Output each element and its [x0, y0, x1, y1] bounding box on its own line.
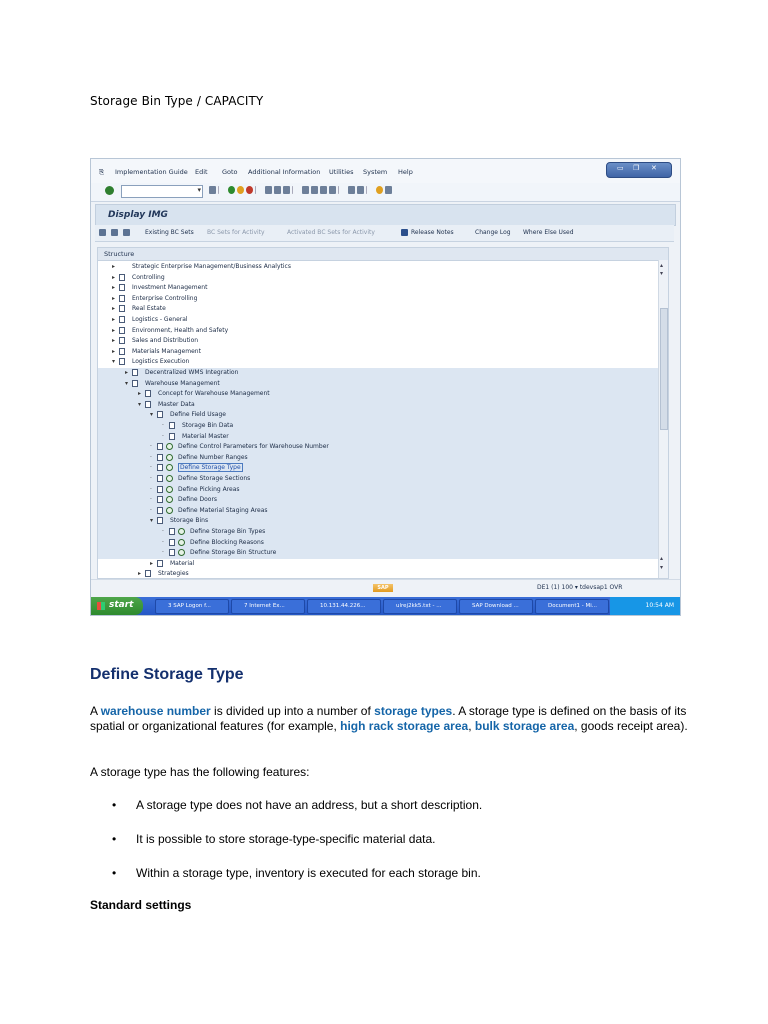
change-log-button[interactable]: Change Log	[475, 229, 511, 236]
clock: 10:54 AM	[645, 602, 674, 609]
expand-icon[interactable]: ▸	[112, 347, 116, 355]
enter-icon[interactable]	[105, 186, 114, 195]
expand-icon[interactable]: ▸	[138, 570, 142, 578]
tree-node-label[interactable]: Define Field Usage	[170, 411, 226, 419]
overview-icon[interactable]	[111, 229, 118, 236]
system-tray	[610, 597, 680, 615]
tree-node-label[interactable]: Master Data	[158, 400, 195, 408]
document-icon[interactable]	[119, 284, 125, 291]
windows-flag-icon	[97, 602, 105, 610]
collapse-icon[interactable]: ▾	[150, 517, 154, 525]
standard-settings-heading: Standard settings	[90, 898, 192, 912]
back-icon[interactable]	[228, 186, 235, 194]
restore-icon[interactable]: ❐	[633, 164, 640, 172]
tree-node[interactable]	[98, 294, 658, 305]
expand-icon[interactable]: ▸	[125, 369, 129, 376]
tree-node[interactable]	[98, 485, 658, 496]
taskbar-item[interactable]: ulrej2kk5.txt - ...	[383, 599, 457, 614]
separator	[255, 186, 256, 194]
bc-sets-for-activity-button[interactable]: BC Sets for Activity	[207, 229, 265, 236]
scroll-thumb[interactable]	[660, 308, 668, 430]
expand-icon[interactable]: ·	[162, 422, 164, 429]
tree-node[interactable]	[98, 527, 658, 538]
taskbar-item[interactable]: Document1 - Mi...	[535, 599, 609, 614]
tree-node-label[interactable]: Define Storage Bin Structure	[190, 549, 277, 557]
bullet-marker: •	[112, 832, 117, 846]
tree-node[interactable]	[98, 495, 658, 506]
find-icon[interactable]	[274, 186, 281, 194]
document-icon[interactable]	[157, 411, 163, 418]
close-icon[interactable]: ✕	[651, 164, 657, 172]
vertical-scrollbar[interactable]	[658, 260, 668, 578]
document-icon[interactable]	[119, 358, 125, 365]
document-icon[interactable]	[157, 443, 163, 450]
tree-node[interactable]	[98, 326, 658, 337]
tree-node-label[interactable]: Strategic Enterprise Management/Business Analytics	[132, 263, 291, 270]
existing-bc-sets-button[interactable]: Existing BC Sets	[145, 229, 194, 236]
new-session-icon[interactable]	[348, 186, 355, 194]
expand-icon[interactable]: ▸	[112, 294, 116, 302]
save-icon[interactable]	[209, 186, 216, 194]
scroll-up-icon[interactable]: ▴	[660, 555, 664, 562]
taskbar-item[interactable]: 7 Internet Ex...	[231, 599, 305, 614]
tree-node[interactable]	[98, 516, 658, 527]
expand-icon[interactable]: ▸	[112, 273, 116, 281]
scroll-down-icon[interactable]: ▾	[660, 564, 664, 571]
scroll-up-icon[interactable]: ▴	[660, 262, 664, 269]
execute-clock-icon[interactable]	[166, 443, 173, 450]
expand-icon[interactable]: ▸	[112, 326, 116, 334]
tree-node-label[interactable]: Define Control Parameters for Warehouse Number	[178, 443, 329, 451]
execute-clock-icon[interactable]	[166, 507, 173, 514]
tree-node-label[interactable]: Define Storage Type	[180, 464, 241, 472]
storage-types-link[interactable]: storage types	[374, 704, 453, 718]
taskbar-item[interactable]: 3 SAP Logon f...	[155, 599, 229, 614]
tree-node-label[interactable]: Define Blocking Reasons	[190, 538, 264, 546]
menu-item-system[interactable]: System	[363, 168, 388, 176]
tree-node-label[interactable]: Storage Bins	[170, 517, 209, 525]
document-icon[interactable]	[119, 316, 125, 323]
layout-icon[interactable]	[385, 186, 392, 194]
scroll-down-icon[interactable]: ▾	[660, 270, 664, 277]
tree-node-label[interactable]: Define Picking Areas	[178, 485, 240, 493]
execute-clock-icon[interactable]	[166, 464, 173, 471]
windows-taskbar	[91, 597, 680, 615]
expand-icon[interactable]: ▸	[112, 305, 116, 313]
tree-node-label[interactable]: Define Storage Sections	[178, 475, 251, 482]
expand-icon[interactable]: ▸	[112, 284, 116, 292]
features-intro: A storage type has the following features:	[90, 765, 310, 779]
help-icon[interactable]	[376, 186, 383, 194]
tree-node[interactable]	[98, 347, 658, 358]
system-status: DE1 (1) 100 ▾ tdevsap1 OVR	[537, 584, 623, 591]
tree-node[interactable]	[98, 262, 658, 273]
document-icon[interactable]	[119, 327, 125, 334]
document-icon[interactable]	[119, 274, 125, 281]
document-icon[interactable]	[157, 507, 163, 514]
bullet-item: It is possible to store storage-type-specific material data.	[136, 832, 436, 846]
tree-node[interactable]	[98, 336, 658, 347]
menu-item-help[interactable]: Help	[398, 168, 413, 176]
sap-logo: SAP	[373, 584, 393, 592]
expand-icon[interactable]: ▸	[150, 559, 154, 567]
tree-node-label[interactable]: Material Master	[182, 432, 229, 440]
execute-clock-icon[interactable]	[178, 528, 185, 535]
find-next-icon[interactable]	[283, 186, 290, 194]
bulk-storage-area-link[interactable]: bulk storage area	[474, 718, 575, 733]
standard-toolbar	[91, 183, 680, 202]
separator	[366, 186, 367, 194]
start-label: start	[109, 600, 134, 610]
window-controls	[606, 162, 672, 178]
text: ,	[468, 718, 475, 733]
tree-node[interactable]	[98, 389, 658, 400]
bullet-marker: •	[112, 798, 117, 812]
menu-item-implementation-guide[interactable]: Implementation Guide	[115, 168, 188, 176]
tree-node[interactable]	[98, 283, 658, 294]
tree-node-label[interactable]: Investment Management	[132, 284, 208, 292]
intro-paragraph	[90, 704, 690, 733]
collapse-icon[interactable]: ▾	[138, 400, 142, 408]
command-field[interactable]	[121, 185, 203, 198]
tree-node[interactable]	[98, 315, 658, 326]
expand-icon[interactable]: ·	[150, 443, 152, 451]
tree-node-label[interactable]: Controlling	[132, 273, 165, 281]
tree-node-label[interactable]: Real Estate	[132, 305, 166, 313]
expand-icon[interactable]: ·	[150, 464, 152, 472]
menu-item-goto[interactable]: Goto	[222, 168, 238, 176]
expand-icon[interactable]: ·	[162, 432, 164, 440]
tree-node[interactable]	[98, 474, 658, 485]
bullet-marker: •	[112, 866, 117, 880]
tree-node-label[interactable]: Materials Management	[132, 347, 201, 355]
tree-node-label[interactable]: Enterprise Controlling	[132, 294, 198, 302]
tree-node[interactable]	[98, 432, 658, 443]
screen-title-bar	[95, 204, 676, 226]
img-structure-tree	[97, 247, 669, 579]
bullet-item: Within a storage type, inventory is executed for each storage bin.	[136, 866, 481, 880]
menu-item-additional-information[interactable]: Additional Information	[248, 168, 321, 176]
menu-item-edit[interactable]: Edit	[195, 168, 208, 176]
start-button[interactable]	[91, 597, 143, 615]
tree-node[interactable]	[98, 379, 658, 390]
tree-node-label[interactable]: Strategies	[158, 570, 189, 578]
expand-icon[interactable]: ▸	[112, 316, 116, 323]
document-icon[interactable]	[157, 475, 163, 482]
document-icon[interactable]	[157, 486, 163, 493]
separator	[218, 186, 219, 194]
collapse-icon[interactable]: ▾	[150, 411, 154, 419]
document-icon[interactable]	[169, 528, 175, 535]
tree-node[interactable]	[98, 463, 658, 474]
release-notes-icon	[401, 229, 408, 236]
document-icon[interactable]	[119, 305, 125, 312]
document-icon[interactable]	[132, 369, 138, 376]
tree-node-label[interactable]: Logistics - General	[132, 316, 188, 323]
cancel-icon[interactable]	[246, 186, 253, 194]
status-bar	[91, 579, 680, 596]
execute-clock-icon[interactable]	[166, 475, 173, 482]
menu-icon: ⎘	[99, 168, 105, 176]
expand-icon[interactable]: ·	[150, 506, 152, 514]
tree-node[interactable]	[98, 538, 658, 549]
execute-clock-icon[interactable]	[166, 454, 173, 461]
document-icon[interactable]	[157, 454, 163, 461]
tree-node[interactable]	[98, 273, 658, 284]
execute-clock-icon[interactable]	[178, 539, 185, 546]
expand-icon[interactable]: ·	[150, 475, 152, 482]
document-icon[interactable]	[169, 539, 175, 546]
tree-node-label[interactable]: Decentralized WMS Integration	[145, 369, 239, 376]
tree-node[interactable]	[98, 357, 658, 368]
sap-screenshot	[90, 158, 681, 616]
expand-icon[interactable]: ·	[162, 549, 164, 557]
expand-icon[interactable]: ▸	[112, 337, 116, 345]
next-page-icon[interactable]	[320, 186, 327, 194]
first-page-icon[interactable]	[302, 186, 309, 194]
menu-item-utilities[interactable]: Utilities	[329, 168, 354, 176]
where-else-used-button[interactable]: Where Else Used	[523, 229, 574, 236]
document-icon[interactable]	[119, 337, 125, 344]
expand-icon[interactable]: ·	[162, 538, 164, 546]
document-icon[interactable]	[157, 496, 163, 503]
bullet-item: A storage type does not have an address, but a short description.	[136, 798, 483, 812]
expand-icon[interactable]: ▸	[112, 263, 116, 270]
tree-node[interactable]	[98, 368, 658, 379]
document-icon[interactable]	[157, 517, 163, 524]
document-title: Storage Bin Type / CAPACITY	[90, 94, 264, 108]
collapse-icon[interactable]: ▾	[112, 358, 116, 366]
tree-node-label[interactable]: Environment, Health and Safety	[132, 326, 229, 334]
text: A	[90, 704, 101, 718]
execute-clock-icon[interactable]	[178, 549, 185, 556]
tree-node-label[interactable]: Logistics Execution	[132, 358, 190, 366]
text: . A storage type is defined on the basis of its spatial or organizational features (for example,	[90, 704, 687, 733]
tree-node[interactable]	[98, 421, 658, 432]
document-icon[interactable]	[169, 422, 175, 429]
shortcut-icon[interactable]	[357, 186, 364, 194]
tree-header	[98, 248, 668, 261]
last-page-icon[interactable]	[329, 186, 336, 194]
menu-bar	[91, 159, 680, 184]
high-rack-storage-area-link[interactable]: high rack storage area	[340, 718, 469, 733]
document-icon[interactable]	[119, 295, 125, 302]
chevron-down-icon[interactable]: ▾	[197, 186, 201, 194]
expand-icon[interactable]: ·	[150, 496, 152, 504]
document-icon[interactable]	[157, 560, 163, 567]
text: , goods receipt area).	[574, 718, 688, 733]
document-icon[interactable]	[145, 401, 151, 408]
document-icon[interactable]	[169, 433, 175, 440]
tree-node-label[interactable]: Define Doors	[178, 496, 218, 504]
tree-node-label[interactable]: Warehouse Management	[145, 379, 220, 387]
text: is divided up into a number of	[210, 704, 375, 718]
taskbar-item[interactable]: 10.131.44.226...	[307, 599, 381, 614]
tree-node[interactable]	[98, 506, 658, 517]
tree-node[interactable]	[98, 400, 658, 411]
separator	[292, 186, 293, 194]
expand-icon[interactable]: ·	[162, 528, 164, 535]
tree-node[interactable]	[98, 569, 658, 579]
document-icon[interactable]	[169, 549, 175, 556]
toolbar-icons	[209, 186, 394, 196]
tree-node-label[interactable]: Material	[170, 559, 195, 567]
document-icon[interactable]	[157, 464, 163, 471]
tree-node[interactable]	[98, 453, 658, 464]
screen-title: Display IMG	[108, 210, 168, 220]
document-icon[interactable]	[119, 348, 125, 355]
collapse-icon[interactable]: ▾	[125, 379, 129, 387]
prev-page-icon[interactable]	[311, 186, 318, 194]
section-heading: Define Storage Type	[90, 666, 244, 683]
tree-node-label[interactable]: Define Number Ranges	[178, 453, 248, 461]
document-icon[interactable]	[145, 570, 151, 577]
tree-node-label[interactable]: Define Material Staging Areas	[178, 506, 268, 514]
tree-node[interactable]	[98, 548, 658, 559]
exit-icon[interactable]	[237, 186, 244, 194]
tree-node[interactable]	[98, 304, 658, 315]
expand-icon[interactable]: ▸	[138, 390, 142, 398]
separator	[338, 186, 339, 194]
tree-node[interactable]	[98, 559, 658, 570]
tree-node-label[interactable]: Storage Bin Data	[182, 422, 234, 429]
execute-clock-icon[interactable]	[166, 486, 173, 493]
document-icon[interactable]	[132, 380, 138, 387]
tree-node-label[interactable]: Sales and Distribution	[132, 337, 199, 345]
tree-node-label[interactable]: Define Storage Bin Types	[190, 528, 266, 535]
activated-bc-sets-button[interactable]: Activated BC Sets for Activity	[287, 229, 375, 236]
tree-node-label[interactable]: Concept for Warehouse Management	[158, 390, 270, 398]
filter-icon[interactable]	[99, 229, 106, 236]
document-icon[interactable]	[145, 390, 151, 397]
expand-icon[interactable]: ·	[150, 453, 152, 461]
tree-header-label: Structure	[104, 250, 135, 258]
tree-node[interactable]	[98, 410, 658, 421]
minimize-icon[interactable]: ▭	[617, 164, 624, 172]
expand-icon[interactable]: ·	[150, 485, 152, 493]
bookmark-icon[interactable]	[123, 229, 130, 236]
execute-clock-icon[interactable]	[166, 496, 173, 503]
application-toolbar	[95, 225, 674, 242]
tree-node[interactable]	[98, 442, 658, 453]
release-notes-button[interactable]: Release Notes	[411, 229, 454, 236]
warehouse-number-link[interactable]: warehouse number	[100, 704, 211, 718]
taskbar-item[interactable]: SAP Download ...	[459, 599, 533, 614]
print-icon[interactable]	[265, 186, 272, 194]
